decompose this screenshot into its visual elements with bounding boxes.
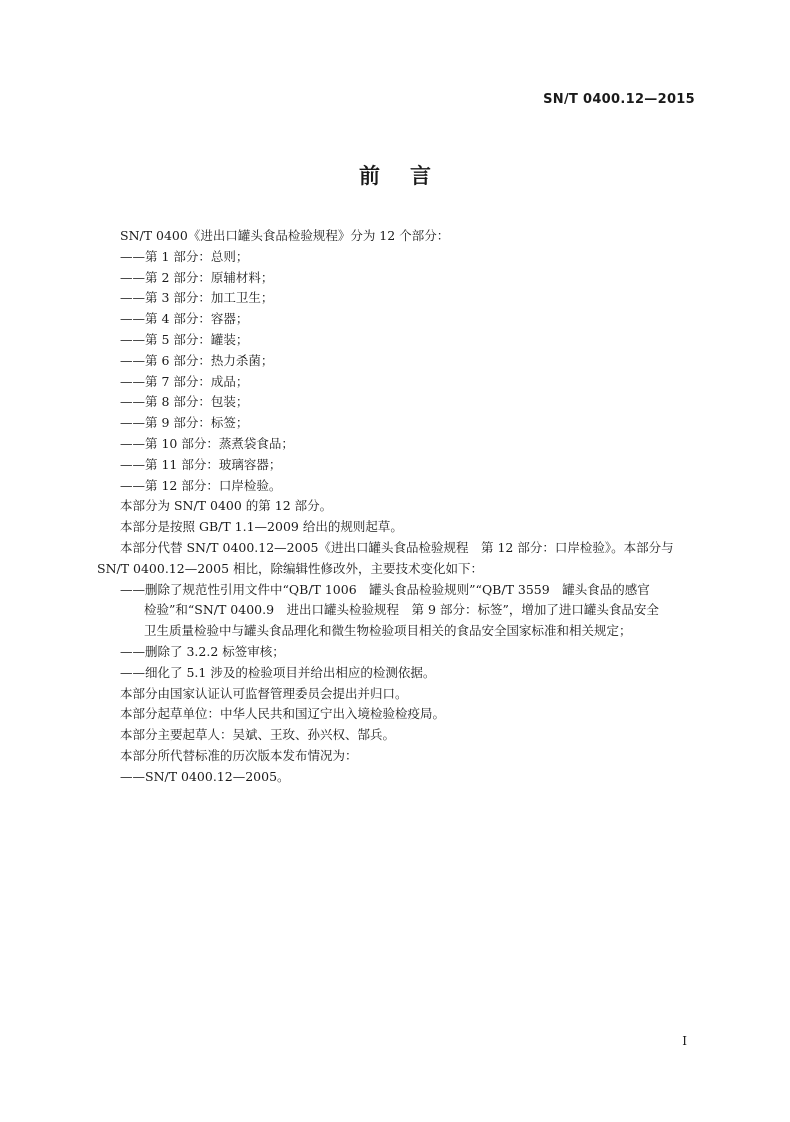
drafting-unit-paragraph: 本部分起草单位：中华人民共和国辽宁出入境检验检疫局。 <box>120 706 446 722</box>
part-list-item: ——第 10 部分：蒸煮袋食品； <box>120 435 294 451</box>
part-list-item: ——第 1 部分：总则； <box>120 248 249 264</box>
part-list-item: ——第 9 部分：标签； <box>120 415 249 431</box>
part-list-item: ——第 2 部分：原辅材料； <box>120 269 274 285</box>
this-part-paragraph: 本部分为 SN/T 0400 的第 12 部分。 <box>120 498 333 514</box>
drafting-rules-paragraph: 本部分是按照 GB/T 1.1—2009 给出的规则起草。 <box>120 519 403 535</box>
replaces-paragraph-line1: 本部分代替 SN/T 0400.12—2005《进出口罐头食品检验规程 第 12 部分：口岸检验》。本部分与 <box>120 539 674 555</box>
page-title: 前言 <box>359 164 461 188</box>
page-number: I <box>682 1034 687 1048</box>
change-item-3: ——细化了 5.1 涉及的检验项目并给出相应的检测依据。 <box>120 664 436 680</box>
part-list-item: ——第 3 部分：加工卫生； <box>120 290 274 306</box>
replaces-paragraph-line2: SN/T 0400.12—2005 相比，除编辑性修改外，主要技术变化如下： <box>97 560 483 576</box>
standard-number: SN/T 0400.12—2015 <box>543 92 695 107</box>
part-list-item: ——第 4 部分：容器； <box>120 311 249 327</box>
part-list-item: ——第 7 部分：成品； <box>120 373 249 389</box>
part-list-item: ——第 11 部分：玻璃容器； <box>120 456 282 472</box>
change-item-1-line2: 检验”和“SN/T 0400.9 进出口罐头检验规程 第 9 部分：标签”，增加了进口罐头食品安全 <box>144 602 659 618</box>
drafters-paragraph: 本部分主要起草人：吴斌、王玫、孙兴权、郜兵。 <box>120 727 396 743</box>
part-list-item: ——第 12 部分：口岸检验。 <box>120 477 282 493</box>
foreword-body <box>97 226 697 788</box>
history-intro-paragraph: 本部分所代替标准的历次版本发布情况为： <box>120 747 358 763</box>
proposed-by-paragraph: 本部分由国家认证认可监督管理委员会提出并归口。 <box>120 685 408 701</box>
part-list-item: ——第 5 部分：罐装； <box>120 331 249 347</box>
history-list-item: ——SN/T 0400.12—2005。 <box>120 768 290 784</box>
intro-paragraph: SN/T 0400《进出口罐头食品检验规程》分为 12 个部分： <box>120 228 450 243</box>
change-item-2: ——删除了 3.2.2 标签审核； <box>120 643 285 659</box>
change-item-1-line3: 卫生质量检验中与罐头食品理化和微生物检验项目相关的食品安全国家标准和相关规定； <box>144 623 632 639</box>
part-list-item: ——第 6 部分：热力杀菌； <box>120 352 274 368</box>
change-item-1-line1: ——删除了规范性引用文件中“QB/T 1006 罐头食品检验规则”“QB/T 3559 罐头食品的感官 <box>120 581 650 597</box>
part-list-item: ——第 8 部分：包装； <box>120 394 249 410</box>
